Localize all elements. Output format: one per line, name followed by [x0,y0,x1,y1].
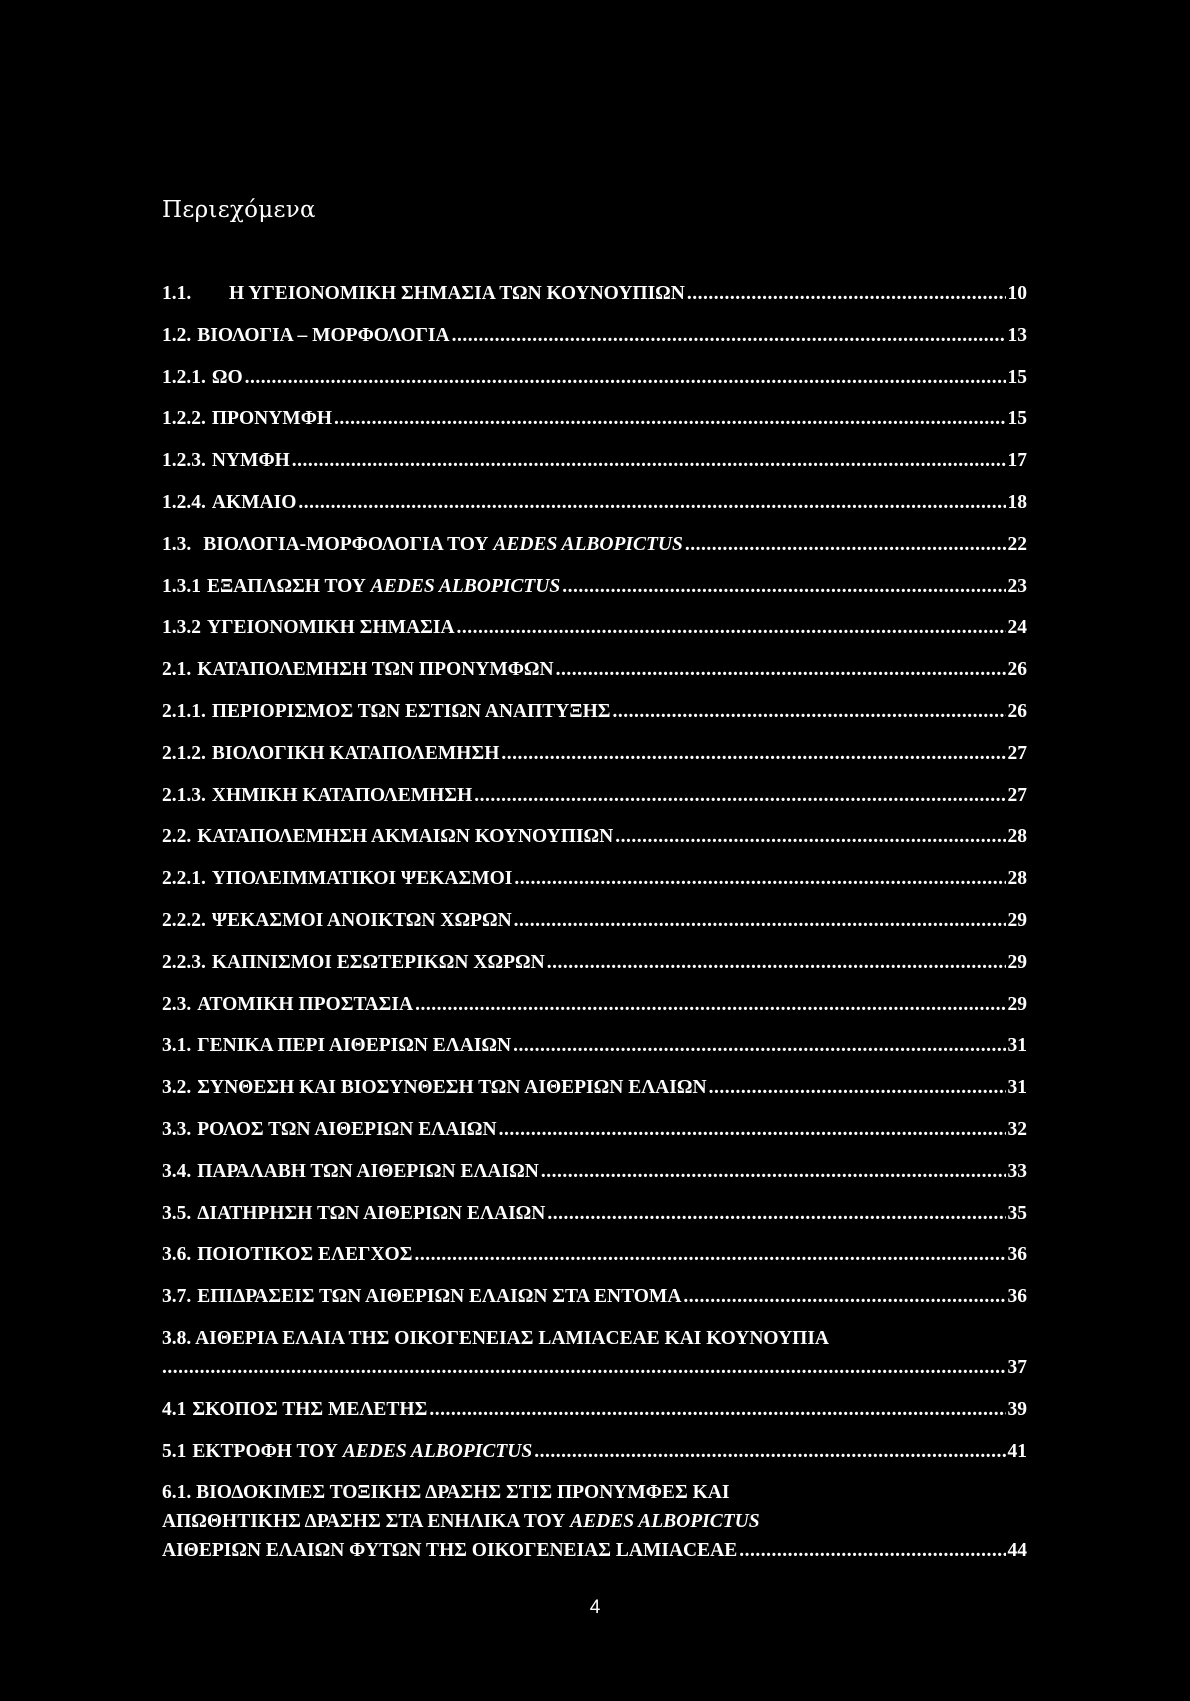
toc-entry-page: 33 [1007,1160,1027,1182]
toc-entry-number: 2.1. [162,659,192,681]
toc-entry-page: 41 [1007,1440,1027,1462]
toc-entry[interactable] [162,448,1027,474]
species-name: AEDES ALBOPICTUS [570,1511,760,1533]
toc-entry-title: ΚΑΤΑΠΟΛΕΜΗΣΗ ΤΩΝ ΠΡΟΝΥΜΦΩΝ [197,659,554,681]
toc-entry[interactable] [162,615,1027,641]
toc-entry[interactable] [162,365,1027,391]
dot-leader [162,1355,1006,1381]
toc-entry[interactable] [162,1159,1027,1185]
toc-entry-number: 1.3.2 [162,617,201,639]
toc-entry-title: ΡΟΛΟΣ ΤΩΝ ΑΙΘΕΡΙΩΝ ΕΛΑΙΩΝ [197,1118,497,1140]
toc-entry-title: ΚΑΤΑΠΟΛΕΜΗΣΗ ΑΚΜΑΙΩΝ ΚΟΥΝΟΥΠΙΩΝ [197,826,614,848]
toc-entry-number: 1.2.3. [162,450,206,472]
toc-entry-line [162,1480,1027,1506]
toc-entry-title: ΣΚΟΠΟΣ ΤΗΣ ΜΕΛΕΤΗΣ [192,1398,428,1420]
dot-leader [547,950,1006,976]
dot-leader [683,1284,1005,1310]
toc-entry-title-text: ΕΞΑΠΛΩΣΗ ΤΟΥ [207,575,366,597]
toc-entry-page: 15 [1007,408,1027,430]
toc-entry-title: ΒΙΟΛΟΓΙΑ – ΜΟΡΦΟΛΟΓΙΑ [197,324,450,346]
toc-entry-page: 27 [1007,742,1027,764]
table-of-contents [162,281,1027,1580]
dot-leader [414,1242,1005,1268]
toc-entry-number: 3.6. [162,1244,192,1266]
toc-entry[interactable] [162,824,1027,850]
toc-entry-number: 1.3.1 [162,575,201,597]
toc-entry-number: 4.1 [162,1398,187,1420]
toc-entry-number: 3.3. [162,1118,192,1140]
toc-entry[interactable] [162,490,1027,516]
toc-entry-page: 29 [1007,993,1027,1015]
dot-leader [547,1201,1005,1227]
toc-entry-title: ΔΙΑΤΗΡΗΣΗ ΤΩΝ ΑΙΘΕΡΙΩΝ ΕΛΑΙΩΝ [197,1202,546,1224]
toc-entry[interactable] [162,1201,1027,1227]
toc-entry[interactable] [162,1117,1027,1143]
toc-entry[interactable] [162,866,1027,892]
toc-entry-number: 1.2.4. [162,491,206,513]
toc-entry-title: ΒΙΟΛΟΓΙΚΗ ΚΑΤΑΠΟΛΕΜΗΣΗ [211,742,500,764]
toc-entry-page: 31 [1007,1077,1027,1099]
toc-entry-page: 18 [1007,491,1027,513]
toc-entry-title [207,574,560,600]
toc-entry[interactable] [162,992,1027,1018]
page-number: 4 [589,1597,601,1618]
dot-leader [429,1397,1005,1423]
toc-entry-page: 28 [1007,826,1027,848]
toc-entry-page: 17 [1007,450,1027,472]
dot-leader [415,992,1005,1018]
toc-entry-number: 3.5. [162,1202,192,1224]
dot-leader [615,824,1005,850]
toc-entry[interactable] [162,1480,1027,1564]
toc-entry[interactable] [162,657,1027,683]
toc-entry-page: 39 [1007,1398,1027,1420]
toc-entry-line [162,1509,1027,1535]
toc-entry-title: ΑΙΘΕΡΙΑ ΕΛΑΙΑ ΤΗΣ ΟΙΚΟΓΕΝΕΙΑΣ LAMIACEAE ΚΑΙ ΚΟΥΝΟΥΠΙΑ [195,1327,829,1349]
toc-entry[interactable] [162,1397,1027,1423]
dot-leader [499,1117,1006,1143]
toc-entry-number: 2.3. [162,993,192,1015]
toc-entry-number: 2.1.1. [162,700,206,722]
toc-entry-title: ΥΓΕΙΟΝΟΜΙΚΗ ΣΗΜΑΣΙΑ [207,617,455,639]
dot-leader [613,699,1006,725]
toc-entry-number: 3.2. [162,1077,192,1099]
dot-leader [541,1159,1006,1185]
dot-leader [514,866,1005,892]
dot-leader [513,1033,1005,1059]
toc-entry-page: 36 [1007,1286,1027,1308]
toc-entry-page: 26 [1007,700,1027,722]
toc-entry[interactable] [162,1242,1027,1268]
toc-entry[interactable] [162,1439,1027,1465]
dot-leader [562,574,1005,600]
species-name: AEDES ALBOPICTUS [342,1440,533,1462]
toc-entry-title-text: ΕΚΤΡΟΦΗ ΤΟΥ [192,1440,338,1462]
toc-entry-title-text: ΒΙΟΛΟΓΙΑ-ΜΟΡΦΟΛΟΓΙΑ ΤΟΥ [203,533,489,555]
dot-leader [474,783,1005,809]
toc-entry-number: 3.1. [162,1035,192,1057]
toc-entry-title: ΩΟ [211,366,243,388]
dot-leader [739,1538,1005,1564]
dot-leader [452,323,1006,349]
toc-entry-number: 3.8. [162,1327,192,1349]
toc-entry-number: 1.2.2. [162,408,206,430]
toc-entry-title: ΑΙΘΕΡΙΩΝ ΕΛΑΙΩΝ ΦΥΤΩΝ ΤΗΣ ΟΙΚΟΓΕΝΕΙΑΣ LAMIACEAE [162,1540,738,1562]
toc-entry[interactable] [162,1075,1027,1101]
toc-entry-number: 5.1 [162,1440,187,1462]
dot-leader [709,1075,1006,1101]
toc-entry-page: 35 [1007,1202,1027,1224]
toc-entry-line [162,1538,1027,1564]
toc-entry[interactable] [162,699,1027,725]
toc-entry[interactable] [162,783,1027,809]
toc-entry[interactable] [162,1284,1027,1310]
toc-entry-title: ΠΕΡΙΟΡΙΣΜΟΣ ΤΩΝ ΕΣΤΙΩΝ ΑΝΑΠΤΥΞΗΣ [211,700,611,722]
toc-entry-number: 1.1. [162,283,192,304]
toc-entry-page: 28 [1007,868,1027,890]
toc-entry[interactable] [162,1326,1027,1381]
toc-entry-title: ΑΚΜΑΙΟ [211,491,297,513]
toc-entry[interactable] [162,532,1027,558]
toc-entry-page: 36 [1007,1244,1027,1266]
toc-entry-page: 44 [1007,1540,1027,1562]
toc-entry-title [192,1439,532,1465]
species-name: AEDES ALBOPICTUS [493,533,683,555]
toc-entry-number: 2.2. [162,826,192,848]
toc-entry-number: 2.2.2. [162,909,206,931]
toc-entry-page: 15 [1007,366,1027,388]
toc-entry-title: ΒΙΟΔΟΚΙΜΕΣ ΤΟΞΙΚΗΣ ΔΡΑΣΗΣ ΣΤΙΣ ΠΡΟΝΥΜΦΕΣ ΚΑΙ [196,1482,730,1504]
toc-entry[interactable] [162,574,1027,600]
dot-leader [687,281,1006,307]
toc-entry-title: ΕΠΙΔΡΑΣΕΙΣ ΤΩΝ ΑΙΘΕΡΙΩΝ ΕΛΑΙΩΝ ΣΤΑ ΕΝΤΟΜΑ [197,1286,682,1308]
toc-entry-page: 32 [1007,1118,1027,1140]
toc-entry-title: ΠΟΙΟΤΙΚΟΣ ΕΛΕΓΧΟΣ [197,1244,413,1266]
toc-entry-title: ΓΕΝΙΚΑ ΠΕΡΙ ΑΙΘΕΡΙΩΝ ΕΛΑΙΩΝ [197,1035,512,1057]
toc-entry-line [162,1326,1027,1352]
toc-entry-page: 29 [1007,951,1027,973]
dot-leader [334,406,1005,432]
toc-entry-title: ΧΗΜΙΚΗ ΚΑΤΑΠΟΛΕΜΗΣΗ [211,784,473,806]
toc-entry-title: ΨΕΚΑΣΜΟΙ ΑΝΟΙΚΤΩΝ ΧΩΡΩΝ [211,909,512,931]
toc-entry-page: 27 [1007,784,1027,806]
toc-entry[interactable] [162,281,1027,307]
toc-entry-title: ΥΠΟΛΕΙΜΜΑΤΙΚΟΙ ΨΕΚΑΣΜΟΙ [211,868,513,890]
dot-leader [457,615,1006,641]
toc-entry-number: 1.3. [162,533,192,555]
species-name: AEDES ALBOPICTUS [370,575,561,597]
toc-entry-number: 6.1. [162,1482,192,1504]
dot-leader [534,1439,1005,1465]
toc-entry-number: 3.7. [162,1286,192,1308]
toc-entry[interactable] [162,741,1027,767]
toc-entry-page: 29 [1007,909,1027,931]
toc-entry[interactable] [162,323,1027,349]
toc-entry-page: 23 [1007,575,1027,597]
dot-leader [292,448,1006,474]
toc-entry-title [203,532,683,558]
toc-entry-page: 24 [1007,617,1027,639]
dot-leader [685,532,1006,558]
toc-entry[interactable] [162,908,1027,934]
toc-entry-title: Η ΥΓΕΙΟΝΟΜΙΚΗ ΣΗΜΑΣΙΑ ΤΩΝ ΚΟΥΝΟΥΠΙΩΝ [229,283,685,304]
toc-entry-page: 10 [1007,283,1027,304]
dot-leader [501,741,1005,767]
toc-entry-page: 26 [1007,659,1027,681]
toc-entry-number: 2.1.3. [162,784,206,806]
toc-entry-title: ΠΡΟΝΥΜΦΗ [211,408,333,430]
toc-entry-number: 2.2.1. [162,868,206,890]
toc-entry-title: ΠΑΡΑΛΑΒΗ ΤΩΝ ΑΙΘΕΡΙΩΝ ΕΛΑΙΩΝ [197,1160,539,1182]
dot-leader [514,908,1006,934]
toc-entry-number: 2.1.2. [162,742,206,764]
dot-leader [245,365,1006,391]
toc-entry-number: 1.2. [162,324,192,346]
toc-entry-page: 31 [1007,1035,1027,1057]
toc-entry-number: 2.2.3. [162,951,206,973]
dot-leader [556,657,1006,683]
toc-entry-title: ΣΥΝΘΕΣΗ ΚΑΙ ΒΙΟΣΥΝΘΕΣΗ ΤΩΝ ΑΙΘΕΡΙΩΝ ΕΛΑΙΩΝ [197,1077,707,1099]
toc-entry-title: ΚΑΠΝΙΣΜΟΙ ΕΣΩΤΕΡΙΚΩΝ ΧΩΡΩΝ [211,951,545,973]
toc-entry-number: 1.2.1. [162,366,206,388]
toc-entry-page: 37 [1007,1356,1027,1378]
toc-entry-line [162,1355,1027,1381]
toc-entry[interactable] [162,1033,1027,1059]
toc-entry-page: 13 [1007,324,1027,346]
toc-heading: Περιεχόμενα [162,197,316,223]
toc-entry-title: ΑΠΩΘΗΤΙΚΗΣ ΔΡΑΣΗΣ ΣΤΑ ΕΝΗΛΙΚΑ ΤΟΥ [162,1511,566,1533]
toc-entry[interactable] [162,406,1027,432]
toc-entry-title: ΑΤΟΜΙΚΗ ΠΡΟΣΤΑΣΙΑ [197,993,414,1015]
dot-leader [298,490,1005,516]
toc-entry-number: 3.4. [162,1160,192,1182]
toc-entry-page: 22 [1007,533,1027,555]
toc-entry[interactable] [162,950,1027,976]
toc-entry-title: ΝΥΜΦΗ [211,450,290,472]
